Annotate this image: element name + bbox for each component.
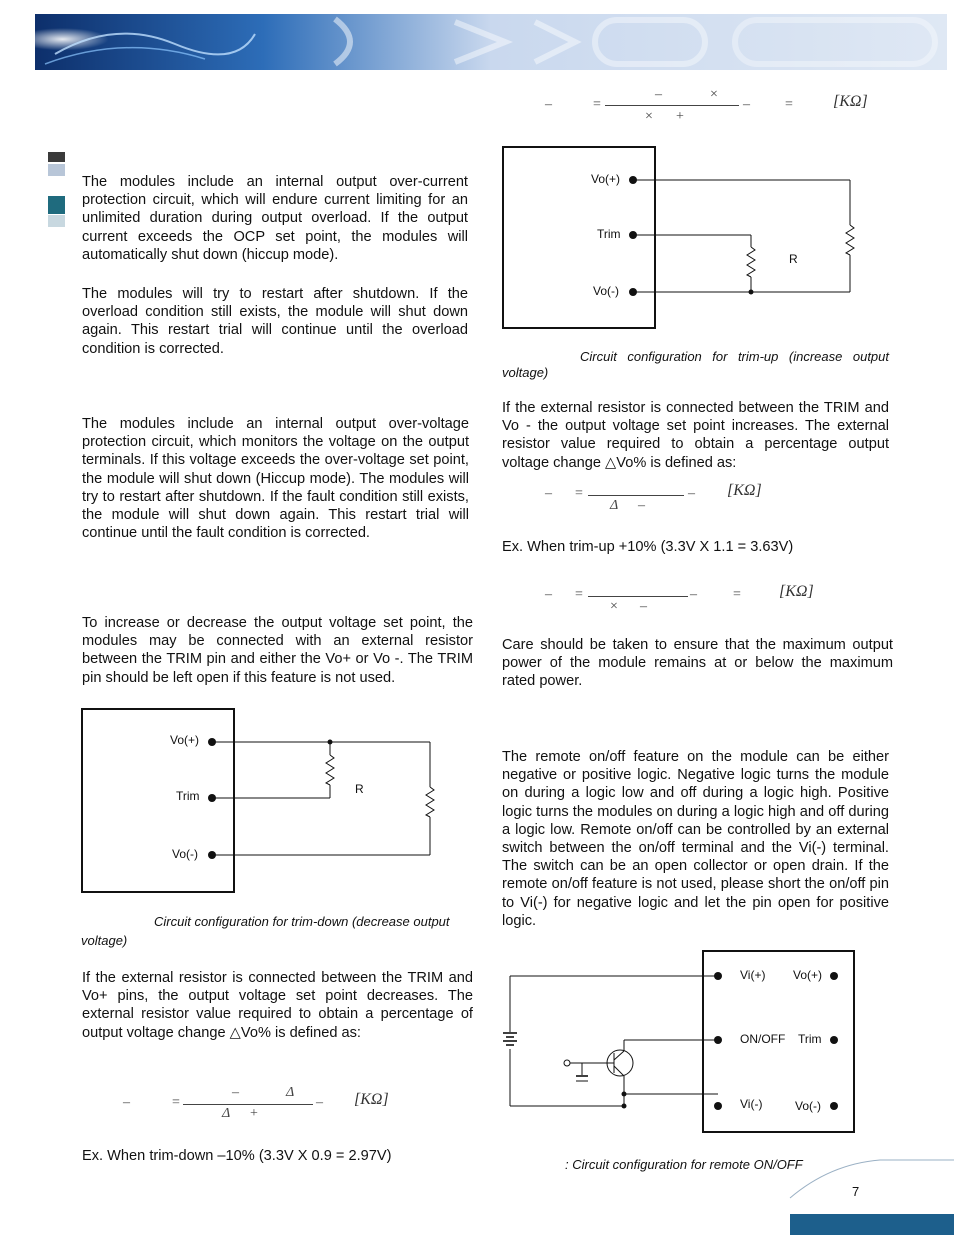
trimup-label-trim: Trim xyxy=(597,227,621,241)
eq-trimup-den-delta: Δ xyxy=(610,498,619,513)
eq-ex-unit: [KΩ] xyxy=(779,583,814,600)
eq-ex-minus-1: – xyxy=(545,587,552,602)
ocp-paragraph-1: The modules include an internal output over-current protection circuit, which will endure current limiting for an unlimited duration during output overload. If the output current exceeds the OCP set point, the modules will automatically shut down (hiccup mode). xyxy=(82,174,468,263)
trimdown-label-vo-minus: Vo(-) xyxy=(172,847,199,861)
section-marker-pale xyxy=(48,215,65,227)
eq-trimdown-den-delta: Δ xyxy=(222,1106,231,1121)
onoff-label-vi-plus: Vi(+) xyxy=(740,968,766,982)
eq-top-den-plus: + xyxy=(676,109,684,124)
trimdown-label-trim: Trim xyxy=(176,789,200,803)
eq-ex-equals: = xyxy=(575,587,583,602)
eq-ex-den-minus: – xyxy=(640,599,647,614)
onoff-label-vi-minus: Vi(-) xyxy=(740,1097,763,1111)
trim-paragraph: To increase or decrease the output voltage set point, the modules may be connected with an external resistor between the TRIM pin and either the Vo+ or Vo -. The TRIM pin should be left open if this feature is not used. xyxy=(82,615,473,686)
eq-trimdown-unit: [KΩ] xyxy=(354,1091,389,1108)
trimup-example: Ex. When trim-up +10% (3.3V X 1.1 = 3.63V) xyxy=(502,539,794,555)
eq-trimup-den-minus: – xyxy=(638,498,645,513)
eq-top-equals: = xyxy=(593,97,601,112)
onoff-label-trim: Trim xyxy=(798,1032,822,1046)
ocp-paragraph-2: The modules will try to restart after shutdown. If the overload condition still exists, the module will shut down again. This restart trial will continue until the overload condition is corrected. xyxy=(82,286,468,357)
section-marker-teal xyxy=(48,196,65,214)
trimdown-example: Ex. When trim-down –10% (3.3V X 0.9 = 2.97V) xyxy=(82,1148,392,1164)
onoff-label-vo-minus: Vo(-) xyxy=(795,1099,822,1113)
eq-trimdown-den-plus: + xyxy=(250,1106,258,1121)
trim-up-circuit xyxy=(501,145,861,335)
eq-trimdown-fraction-bar xyxy=(183,1104,313,1105)
footer-decoration xyxy=(780,1158,954,1235)
eq-trimup-equals: = xyxy=(575,486,583,501)
eq-ex-fraction-bar xyxy=(588,596,688,597)
eq-trimdown-num-minus: – xyxy=(232,1085,239,1100)
fig-onoff-caption: : Circuit configuration for remote ON/OFF xyxy=(565,1157,803,1172)
eq-top-unit: [KΩ] xyxy=(833,93,868,110)
trimup-label-r: R xyxy=(789,252,798,266)
eq-trimdown-num-delta: Δ xyxy=(286,1085,295,1100)
eq-top-num-minus: – xyxy=(655,87,662,102)
page-number: 7 xyxy=(852,1184,860,1199)
fig-trimup-caption-2: voltage) xyxy=(502,365,549,380)
care-paragraph: Care should be taken to ensure that the maximum output power of the module remains at or below the maximum rated power. xyxy=(502,637,893,690)
eq-trimup-fraction-bar xyxy=(588,495,684,496)
eq-ex-equals-2: = xyxy=(733,587,741,602)
trim-down-circuit xyxy=(80,707,440,897)
trimdown-label-r: R xyxy=(355,782,364,796)
eq-trimdown-minus-1: – xyxy=(123,1095,130,1110)
eq-top-equals-2: = xyxy=(785,97,793,112)
eq-ex-minus-2: – xyxy=(690,587,697,602)
eq-top-num-times: × xyxy=(710,87,718,102)
eq-trimdown-equals: = xyxy=(172,1095,180,1110)
onoff-paragraph: The remote on/off feature on the module can be either negative or positive logic. Negative logic turns the module on during a logic low and off during a logic high. Positive logic turns the modules on during a logic high and off during a logic low. Remote on/off can be controlled by an external switch between the on/off terminal and the Vi(-) terminal. The switch can be an open collector or open drain. If the remote on/off feature is not used, please short the on/off pin to Vi(-) for negative logic and let the pin open for positive logic. xyxy=(502,749,889,929)
eq-top-minus-2: – xyxy=(743,97,750,112)
fig-trimdown-caption-1: Circuit configuration for trim-down (decrease output xyxy=(154,914,450,929)
section-marker-light xyxy=(48,164,65,176)
eq-trimup-minus-1: – xyxy=(545,486,552,501)
eq-trimup-unit: [KΩ] xyxy=(727,482,762,499)
fig-trimup-caption-1: Circuit configuration for trim-up (increase output xyxy=(580,349,889,364)
eq-trimdown-minus-2: – xyxy=(316,1095,323,1110)
ovp-paragraph: The modules include an internal output over-voltage protection circuit, which monitors the voltage on the output terminals. If this voltage exceeds the over-voltage set point, the module will shut down (Hiccup mode). The modules will try to restart after shutdown. If the fault condition still exists, the module will shut down again. This restart trial will continue until the fault condition is corrected. xyxy=(82,416,469,542)
onoff-label-onoff: ON/OFF xyxy=(740,1032,786,1046)
trimup-label-vo-minus: Vo(-) xyxy=(593,284,620,298)
eq-trimup-minus-2: – xyxy=(688,486,695,501)
fig-trimdown-caption-2: voltage) xyxy=(81,933,128,948)
trimdown-label-vo-plus: Vo(+) xyxy=(170,733,200,747)
section-marker-dark xyxy=(48,152,65,162)
trimup-label-vo-plus: Vo(+) xyxy=(591,172,621,186)
eq-top-fraction-bar xyxy=(605,105,739,106)
onoff-label-vo-plus: Vo(+) xyxy=(793,968,823,982)
eq-top-minus-1: – xyxy=(545,97,552,112)
trimup-paragraph: If the external resistor is connected between the TRIM and Vo - the output voltage set point increases. The external resistor value required to obtain a percentage output voltage change △Vo% is defined as: xyxy=(502,400,889,471)
eq-ex-den-times: × xyxy=(610,599,618,614)
eq-top-den-times: × xyxy=(645,109,653,124)
header-banner xyxy=(35,14,947,70)
trimdown-paragraph: If the external resistor is connected between the TRIM and Vo+ pins, the output voltage set point decreases. The external resistor value required to obtain a percentage of output voltage change △Vo% is defined as: xyxy=(82,970,473,1041)
